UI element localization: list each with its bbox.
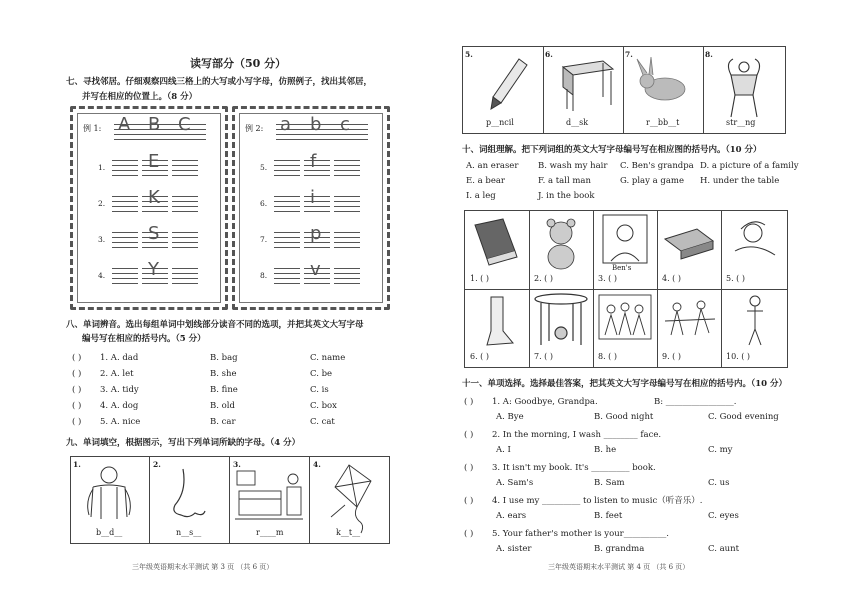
grid-line bbox=[112, 283, 138, 284]
grid-line bbox=[304, 165, 330, 166]
grid-line bbox=[114, 139, 206, 140]
phrase-option: I. a leg bbox=[466, 191, 496, 201]
answer-paren[interactable]: 5. ( ) bbox=[726, 274, 745, 283]
grid-line bbox=[304, 201, 330, 202]
grid-line bbox=[274, 247, 300, 248]
grid-line bbox=[304, 211, 330, 212]
grid-line bbox=[334, 211, 360, 212]
choice-c: C. eyes bbox=[708, 511, 739, 521]
picture-number: 7. bbox=[625, 50, 633, 59]
grid-line bbox=[334, 196, 360, 197]
grid-line bbox=[274, 206, 300, 207]
phrase-option: J. in the book bbox=[538, 191, 595, 201]
grid-line bbox=[172, 170, 198, 171]
answer-paren[interactable]: ( ) bbox=[464, 529, 474, 539]
answer-paren[interactable]: 9. ( ) bbox=[662, 352, 681, 361]
item-number: 7. bbox=[260, 235, 268, 244]
q11-heading: 十一、单项选择。选择最佳答案，把其英文大写字母编号写在相应的括号内。（10 分） bbox=[462, 379, 788, 389]
option-b: B. old bbox=[210, 401, 235, 411]
grid-line bbox=[112, 232, 138, 233]
pencil-icon bbox=[491, 59, 527, 109]
option-b: B. car bbox=[210, 417, 236, 427]
right-page bbox=[430, 0, 860, 608]
grid-line bbox=[112, 170, 138, 171]
choice-c: C. my bbox=[708, 445, 733, 455]
q9-heading: 九、单词填空，根据图示，写出下列单词所缺的字母。（4 分） bbox=[66, 438, 301, 448]
grid-line bbox=[112, 237, 138, 238]
fill-word[interactable]: p__ncil bbox=[486, 118, 514, 127]
grid-line bbox=[172, 201, 198, 202]
grid-line bbox=[276, 139, 368, 140]
grid-line bbox=[304, 283, 330, 284]
grid-line bbox=[334, 175, 360, 176]
leg-icon bbox=[487, 297, 513, 345]
option-b: B. fine bbox=[210, 385, 238, 395]
question-text: 1. A: Goodbye, Grandpa. bbox=[492, 397, 598, 407]
answer-paren[interactable]: 3. ( ) bbox=[598, 274, 617, 283]
choice-a: A. sister bbox=[496, 544, 532, 554]
grid-line bbox=[172, 278, 198, 279]
grid-line bbox=[112, 165, 138, 166]
grid-line bbox=[274, 211, 300, 212]
body-icon bbox=[88, 467, 131, 519]
answer-paren[interactable]: 6. ( ) bbox=[470, 352, 489, 361]
grid-line bbox=[172, 196, 198, 197]
answer-paren[interactable]: 7. ( ) bbox=[534, 352, 553, 361]
tall-man-icon bbox=[747, 296, 763, 345]
option-c: C. cat bbox=[310, 417, 335, 427]
phrase-option: E. a bear bbox=[466, 176, 505, 186]
example-letter: C bbox=[178, 114, 191, 135]
page-footer: 三年级英语期末水平测试 第 3 页 （共 6 页） bbox=[132, 563, 274, 571]
grid-line bbox=[334, 206, 360, 207]
item-number: 8. bbox=[260, 271, 268, 280]
grid-line bbox=[112, 268, 138, 269]
q10-picture-grid bbox=[464, 210, 788, 368]
grid-line bbox=[274, 237, 300, 238]
grid-line bbox=[334, 232, 360, 233]
grid-line bbox=[172, 273, 198, 274]
phrase-option: A. an eraser bbox=[466, 161, 519, 171]
grid-line bbox=[142, 175, 168, 176]
grid-line bbox=[172, 165, 198, 166]
grid-line bbox=[274, 273, 300, 274]
item-number: 3. bbox=[98, 235, 106, 244]
grid-line bbox=[304, 170, 330, 171]
wash-hair-icon bbox=[735, 222, 775, 255]
grid-line bbox=[172, 232, 198, 233]
grid-line bbox=[334, 273, 360, 274]
grid-line bbox=[172, 237, 198, 238]
grid-line bbox=[274, 165, 300, 166]
option-a: 4. A. dog bbox=[100, 401, 139, 411]
option-c: C. be bbox=[310, 369, 333, 379]
phrase-option: D. a picture of a family bbox=[700, 161, 799, 171]
answer-paren[interactable]: ( ) bbox=[72, 385, 82, 395]
item-number: 6. bbox=[260, 199, 268, 208]
example-letter: b bbox=[310, 114, 322, 135]
given-letter: E bbox=[148, 151, 160, 172]
rabbit-icon bbox=[637, 57, 685, 100]
picture-number: 8. bbox=[705, 50, 713, 59]
question-text: 5. Your father's mother is your__________. bbox=[492, 529, 669, 539]
phrase-option: B. wash my hair bbox=[538, 161, 608, 171]
option-c: C. is bbox=[310, 385, 329, 395]
grid-line bbox=[274, 196, 300, 197]
answer-paren[interactable]: 2. ( ) bbox=[534, 274, 553, 283]
question-text: 3. It isn't my book. It's _________ book. bbox=[492, 463, 656, 473]
grid-line bbox=[112, 160, 138, 161]
grid-line bbox=[334, 201, 360, 202]
picture-number: 6. bbox=[545, 50, 553, 59]
given-letter: f bbox=[310, 151, 317, 172]
example-label: 例 2: bbox=[245, 124, 264, 133]
grid-line bbox=[142, 247, 168, 248]
grid-line bbox=[112, 247, 138, 248]
choice-a: A. Bye bbox=[496, 412, 524, 422]
picture-number: 4. bbox=[313, 460, 321, 469]
room-icon bbox=[235, 471, 303, 519]
item-number: 1. bbox=[98, 163, 106, 172]
answer-paren[interactable]: 1. ( ) bbox=[470, 274, 489, 283]
fill-word[interactable]: r____m bbox=[256, 528, 284, 537]
grid-line bbox=[304, 160, 330, 161]
eraser-icon bbox=[665, 229, 713, 259]
example-label: 例 1: bbox=[83, 124, 102, 133]
grid-line bbox=[334, 170, 360, 171]
grid-line bbox=[334, 283, 360, 284]
grid-line bbox=[334, 247, 360, 248]
choice-b: B. Good night bbox=[594, 412, 654, 422]
grid-line bbox=[304, 196, 330, 197]
given-letter: v bbox=[310, 259, 321, 280]
answer-paren[interactable]: ( ) bbox=[464, 397, 474, 407]
answer-paren[interactable]: ( ) bbox=[72, 401, 82, 411]
fill-word[interactable]: str__ng bbox=[726, 118, 756, 127]
grid-line bbox=[274, 268, 300, 269]
grid-line bbox=[172, 283, 198, 284]
answer-paren[interactable]: 8. ( ) bbox=[598, 352, 617, 361]
question-extra: B: ________________. bbox=[654, 397, 737, 407]
q8-heading: 八、单词辨音。选出每组单词中划线部分读音不同的选项，并把其英文大写字母 bbox=[66, 320, 364, 330]
choice-a: A. ears bbox=[496, 511, 527, 521]
grid-line bbox=[112, 242, 138, 243]
answer-paren[interactable]: ( ) bbox=[72, 353, 82, 363]
example-letter: A bbox=[118, 114, 131, 135]
answer-paren[interactable]: ( ) bbox=[464, 463, 474, 473]
bear-icon bbox=[547, 219, 575, 269]
q8-heading-2: 编号写在相应的括号内。（5 分） bbox=[82, 334, 206, 344]
grid-line bbox=[334, 278, 360, 279]
choice-c: C. us bbox=[708, 478, 730, 488]
given-letter: i bbox=[310, 187, 316, 208]
grid-line bbox=[112, 196, 138, 197]
phrase-option: G. play a game bbox=[620, 176, 684, 186]
grid-line bbox=[112, 211, 138, 212]
fill-word[interactable]: n__s__ bbox=[176, 528, 202, 537]
grid-line bbox=[142, 283, 168, 284]
grid-line bbox=[274, 242, 300, 243]
phrase-option: H. under the table bbox=[700, 176, 780, 186]
bens-label: Ben's bbox=[612, 264, 632, 272]
fill-word[interactable]: d__sk bbox=[566, 118, 589, 127]
grid-line bbox=[112, 206, 138, 207]
family-picture-icon bbox=[599, 295, 651, 339]
grid-line bbox=[334, 268, 360, 269]
given-letter: S bbox=[148, 223, 160, 244]
option-b: B. bag bbox=[210, 353, 238, 363]
choice-b: B. feet bbox=[594, 511, 623, 521]
nose-icon bbox=[174, 469, 205, 517]
phrase-option: C. Ben's grandpa bbox=[620, 161, 694, 171]
grid-line bbox=[142, 211, 168, 212]
choice-b: B. grandma bbox=[594, 544, 645, 554]
grid-line bbox=[172, 247, 198, 248]
grid-line bbox=[274, 160, 300, 161]
strong-man-icon bbox=[728, 59, 759, 117]
phrase-option: F. a tall man bbox=[538, 176, 591, 186]
given-letter: p bbox=[310, 223, 322, 244]
grid-line bbox=[334, 242, 360, 243]
option-c: C. name bbox=[310, 353, 346, 363]
choice-a: A. Sam's bbox=[496, 478, 534, 488]
q10-heading: 十、词组理解。把下列词组的英文大写字母编号写在相应图的括号内。（10 分） bbox=[462, 145, 762, 155]
option-a: 5. A. nice bbox=[100, 417, 141, 427]
fill-word[interactable]: k__t__ bbox=[336, 528, 361, 537]
picture-number: 1. bbox=[73, 460, 81, 469]
grid-line bbox=[172, 175, 198, 176]
item-number: 4. bbox=[98, 271, 106, 280]
answer-paren[interactable]: ( ) bbox=[72, 369, 82, 379]
kite-icon bbox=[331, 465, 371, 533]
option-a: 2. A. let bbox=[100, 369, 134, 379]
section-title: 读写部分（50 分） bbox=[190, 57, 287, 70]
desk-icon bbox=[563, 61, 613, 111]
answer-paren[interactable]: 4. ( ) bbox=[662, 274, 681, 283]
grid-line bbox=[274, 278, 300, 279]
picture-number: 3. bbox=[233, 460, 241, 469]
grid-line bbox=[172, 211, 198, 212]
grid-line bbox=[274, 283, 300, 284]
picture-number: 2. bbox=[153, 460, 161, 469]
question-text: 4. I use my _________ to listen to music（听音乐）. bbox=[492, 496, 703, 506]
answer-paren[interactable]: ( ) bbox=[464, 430, 474, 440]
choice-b: B. Sam bbox=[594, 478, 625, 488]
grid-line bbox=[274, 201, 300, 202]
grid-line bbox=[274, 175, 300, 176]
example-letter: c bbox=[340, 114, 350, 135]
option-c: C. box bbox=[310, 401, 337, 411]
choice-c: C. aunt bbox=[708, 544, 740, 554]
table-icon bbox=[535, 294, 587, 345]
portrait-icon bbox=[603, 215, 647, 263]
play-game-icon bbox=[665, 301, 715, 335]
fill-word[interactable]: b__d__ bbox=[96, 528, 123, 537]
example-letter: a bbox=[280, 114, 292, 135]
question-text: 2. In the morning, I wash ________ face. bbox=[492, 430, 662, 440]
grid-line bbox=[172, 160, 198, 161]
grid-line bbox=[334, 165, 360, 166]
grid-line bbox=[274, 170, 300, 171]
given-letter: Y bbox=[148, 259, 159, 280]
item-number: 2. bbox=[98, 199, 106, 208]
option-a: 1. A. dad bbox=[100, 353, 139, 363]
grid-line bbox=[172, 206, 198, 207]
answer-paren[interactable]: 10. ( ) bbox=[726, 352, 751, 361]
item-number: 5. bbox=[260, 163, 268, 172]
grid-line bbox=[172, 268, 198, 269]
grid-line bbox=[112, 175, 138, 176]
q7-heading-2: 并写在相应的位置上。（8 分） bbox=[82, 92, 198, 102]
choice-b: B. he bbox=[594, 445, 617, 455]
grid-line bbox=[304, 206, 330, 207]
choice-c: C. Good evening bbox=[708, 412, 779, 422]
answer-paren[interactable]: ( ) bbox=[72, 417, 82, 427]
given-letter: K bbox=[148, 187, 160, 208]
option-a: 3. A. tidy bbox=[100, 385, 139, 395]
grid-line bbox=[304, 175, 330, 176]
book-icon bbox=[475, 219, 517, 265]
choice-a: A. I bbox=[496, 445, 511, 455]
grid-line bbox=[334, 160, 360, 161]
grid-line bbox=[334, 237, 360, 238]
grid-line bbox=[304, 247, 330, 248]
grid-line bbox=[112, 278, 138, 279]
answer-paren[interactable]: ( ) bbox=[464, 496, 474, 506]
example-letter: B bbox=[148, 114, 161, 135]
grid-line bbox=[274, 232, 300, 233]
grid-line bbox=[112, 273, 138, 274]
q7-heading: 七、寻找邻居。仔细观察四线三格上的大写或小写字母，仿照例子，找出其邻居， bbox=[66, 77, 373, 87]
page-footer: 三年级英语期末水平测试 第 4 页 （共 6 页） bbox=[548, 563, 690, 571]
grid-line bbox=[172, 242, 198, 243]
picture-number: 5. bbox=[465, 50, 473, 59]
grid-line bbox=[112, 201, 138, 202]
option-b: B. she bbox=[210, 369, 237, 379]
fill-word[interactable]: r__bb__t bbox=[646, 118, 680, 127]
